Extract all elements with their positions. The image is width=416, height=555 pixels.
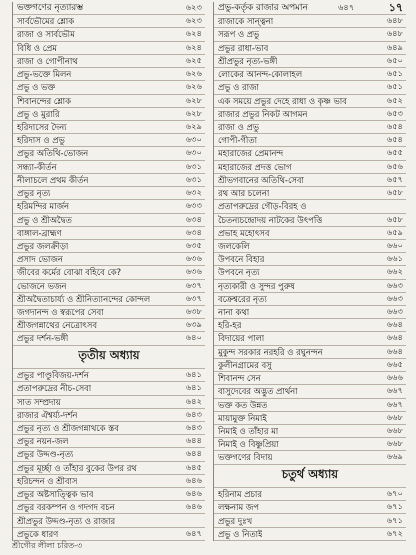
index-entry bbox=[13, 501, 205, 514]
entry-page-number: ৬৬১ bbox=[386, 254, 403, 264]
index-entry bbox=[214, 28, 406, 41]
entry-page-number: ৬৩৯ bbox=[185, 320, 202, 330]
entry-page-number: ৬৩৩ bbox=[185, 201, 202, 211]
index-entry bbox=[13, 396, 205, 409]
entry-title: বাঙ্গাল-ব্রাহ্মণ bbox=[17, 227, 62, 238]
index-entry bbox=[13, 134, 205, 147]
entry-title: মহারাজের প্রদত্ত ভোগ bbox=[218, 161, 292, 172]
index-entry bbox=[13, 227, 205, 240]
entry-title: চৈতন্যচন্দ্রোদয় নাটকের উৎপত্তি bbox=[218, 214, 323, 225]
index-entry bbox=[13, 306, 205, 319]
entry-title: প্রভুর দুঃখ bbox=[218, 515, 253, 526]
index-entry bbox=[13, 68, 205, 81]
entry-title: রাজার ঐশ্বর্য্য-দর্শন bbox=[17, 409, 78, 420]
index-entry bbox=[13, 319, 205, 332]
index-entry bbox=[13, 15, 205, 28]
entry-title: মুকুন্দ সরকার নরহরি ও রঘুনন্দন bbox=[218, 346, 323, 357]
entry-title: প্রভু ও নিতাই bbox=[218, 528, 263, 539]
entry-title: মায়ামুক্ত নিমাই bbox=[218, 412, 267, 423]
index-entry bbox=[13, 253, 205, 266]
entry-page-number: ৬৩৭ bbox=[185, 293, 202, 303]
index-entry bbox=[214, 81, 406, 94]
index-entry bbox=[214, 514, 406, 527]
entry-title: প্রভুকে ধারণ bbox=[17, 528, 59, 539]
entry-page-number: ৬২৪ bbox=[185, 42, 202, 52]
entry-page-number: ৬৪৬ bbox=[185, 502, 202, 512]
index-entry bbox=[13, 475, 205, 488]
entry-page-number: ৬৬৮ bbox=[386, 426, 403, 436]
entry-page-number: ৬৪৭ bbox=[185, 528, 202, 538]
index-columns bbox=[12, 2, 406, 541]
entry-title: প্রভুর দর্শন-ভঙ্গী bbox=[17, 333, 69, 344]
entry-title: শ্রীপ্রভুর নৃত্য-ভঙ্গী bbox=[218, 55, 278, 66]
entry-page-number: ৬৬৭ bbox=[386, 386, 403, 396]
entry-title: উপবনে নৃত্য bbox=[218, 267, 260, 278]
index-entry bbox=[13, 200, 205, 213]
index-entry bbox=[214, 2, 406, 15]
index-entry bbox=[214, 528, 406, 541]
entry-title: প্রভুর মূর্চ্ছা ও তাঁহার বুকের উপর রথ bbox=[17, 462, 137, 473]
index-entry bbox=[13, 462, 205, 475]
entry-title: সরূপ ও প্রভু bbox=[218, 29, 260, 40]
page-number: ১৭ bbox=[388, 2, 403, 15]
entry-page-number: ৬৫৫ bbox=[386, 148, 403, 158]
index-entry bbox=[214, 95, 406, 108]
index-entry bbox=[13, 369, 205, 382]
entry-page-number: ৬৩৪ bbox=[185, 214, 202, 224]
entry-page-number: ৬৫০ bbox=[386, 55, 403, 65]
entry-page-number: ৬২৩ bbox=[185, 16, 202, 26]
entry-page-number: ৬৬০ bbox=[386, 240, 403, 250]
entry-page-number: ৬৬৩ bbox=[386, 280, 403, 290]
entry-page-number: ৬৬৪ bbox=[386, 320, 403, 330]
entry-page-number: ৬৪৯ bbox=[386, 42, 403, 52]
entry-page-number: ৬৪৪ bbox=[185, 436, 202, 446]
index-entry bbox=[13, 147, 205, 160]
entry-page-number: ৬৩২ bbox=[185, 188, 202, 198]
entry-page-number: ৬৩১ bbox=[185, 174, 202, 184]
entry-title: রাজা ও প্রভু bbox=[218, 121, 259, 132]
entry-page-number: ৬২৫ bbox=[185, 55, 202, 65]
index-entry bbox=[214, 293, 406, 306]
entry-page-number: ৬৩৭ bbox=[185, 280, 202, 290]
entry-title: শিবানন্দের শ্লোক bbox=[17, 95, 71, 106]
index-entry bbox=[13, 81, 205, 94]
entry-title: লক্ষনাম জপ bbox=[218, 502, 259, 513]
entry-page-number: ৬৫৪ bbox=[386, 121, 403, 131]
index-entry bbox=[214, 15, 406, 28]
index-entry bbox=[13, 240, 205, 253]
index-entry bbox=[214, 346, 406, 359]
entry-page-number: ৬৩৫ bbox=[185, 240, 202, 250]
left-column bbox=[12, 2, 205, 541]
entry-title: বাসুদেবের অদ্ভুত প্রার্থনা bbox=[218, 386, 298, 397]
entry-title: সার্বভৌমের শ্লোক bbox=[17, 16, 75, 27]
entry-title: হরিদাসের দৈন্য bbox=[17, 121, 67, 132]
index-entry bbox=[214, 399, 406, 412]
index-entry bbox=[13, 422, 205, 435]
index-entry bbox=[214, 42, 406, 55]
entry-title: সন্ধ্যা-কীর্তন bbox=[17, 161, 57, 172]
entry-title: নৃত্যকারী ও সুন্দর পুরুষ bbox=[218, 280, 295, 291]
entry-title: শ্রীপ্রভুর উদ্দণ্ড-নৃত্য ও রাজার bbox=[17, 515, 116, 526]
entry-page-number: ৬২৪ bbox=[185, 29, 202, 39]
entry-page-number: ৬৬৯ bbox=[386, 452, 403, 462]
entry-page-number: ৬৪৬ bbox=[185, 489, 202, 499]
entry-title: ভোজনে ভজন bbox=[17, 280, 67, 291]
index-entry bbox=[13, 514, 205, 527]
entry-title: কুলীনগ্রামের বসু bbox=[218, 359, 272, 370]
index-entry bbox=[13, 174, 205, 187]
index-entry bbox=[214, 55, 406, 68]
entry-title: রাজার প্রভুর নিকট আগমন bbox=[218, 108, 308, 119]
entry-title: প্রভুর অতিথি-ভোজন bbox=[17, 148, 89, 159]
index-entry bbox=[214, 240, 406, 253]
entry-title: শ্রীঅদ্বৈতাচার্য্য ও শ্রীনিত্যানন্দের কোন্দল bbox=[17, 293, 151, 304]
entry-title: বিধি ও প্রেম bbox=[17, 42, 57, 53]
entry-title: রাজা ও সার্বভৌম bbox=[17, 29, 75, 40]
entry-page-number: ৬৪৮ bbox=[386, 29, 403, 39]
entry-page-number: ৬৭১ bbox=[386, 502, 403, 512]
entry-title: প্রভাহ মহোৎসব bbox=[218, 227, 270, 238]
index-entry bbox=[214, 438, 406, 451]
entry-title: জগদানন্দ ও স্বরূপের সেবা bbox=[17, 307, 104, 318]
entry-page-number: ৬৪৩ bbox=[185, 409, 202, 419]
entry-page-number: ৬৬৭ bbox=[386, 399, 403, 409]
index-entry bbox=[214, 174, 406, 187]
index-entry bbox=[214, 451, 406, 464]
entry-title: ভক্তগণের নৃত্যারম্ভ bbox=[17, 3, 84, 14]
index-entry bbox=[214, 385, 406, 398]
index-entry bbox=[214, 425, 406, 438]
entry-page-number: ৬৫৩ bbox=[386, 108, 403, 118]
entry-title: নিমাই ও বিষ্ণুপ্রিয়া bbox=[218, 439, 279, 450]
entry-page-number: ৬৪৩ bbox=[185, 422, 202, 432]
index-entry bbox=[214, 488, 406, 501]
entry-page-number: ৬৪৫ bbox=[185, 462, 202, 472]
entry-title: বক্রেশ্বরের নৃত্য bbox=[218, 293, 267, 304]
entry-title: প্রভুর নৃত্য ও শ্রীজগন্নাথকে স্তব bbox=[17, 422, 119, 433]
entry-page-number: ৬৫৮ bbox=[386, 214, 403, 224]
index-entry bbox=[214, 68, 406, 81]
entry-title: হরিমন্দির মার্জন bbox=[17, 201, 70, 212]
entry-title: প্রভুর অষ্টসাত্ত্বিক ভাব bbox=[17, 489, 94, 500]
page-footer: শ্রীগৌর লীলা চরিত-৩ bbox=[12, 541, 83, 550]
entry-page-number: ৬৩৮ bbox=[185, 307, 202, 317]
entry-page-number: ৬৬৮ bbox=[386, 412, 403, 422]
index-entry bbox=[13, 121, 205, 134]
entry-title: শ্রীজগন্নাথের নেত্রোৎসব bbox=[17, 320, 97, 331]
entry-page-number: ৬৫১ bbox=[386, 82, 403, 92]
entry-title: শিবানন্দ সেন bbox=[218, 373, 261, 384]
entry-page-number: ৬৪১ bbox=[185, 383, 202, 393]
entry-page-number: ৬৪৪ bbox=[185, 449, 202, 459]
entry-title: হরিদাস ও প্রভু bbox=[17, 135, 65, 146]
index-entry bbox=[13, 332, 205, 345]
index-entry bbox=[13, 95, 205, 108]
entry-title: শ্রীভগবানের অতিথি-সেবা bbox=[218, 174, 304, 185]
index-entry bbox=[13, 528, 205, 541]
entry-page-number: ৬৬৮ bbox=[386, 439, 403, 449]
entry-title: প্রভু ও মুরারি bbox=[17, 108, 60, 119]
entry-title: হরিনাম প্রচার bbox=[218, 489, 262, 500]
index-entry bbox=[214, 253, 406, 266]
index-entry bbox=[13, 42, 205, 55]
entry-page-number: ৬৫৭ bbox=[386, 174, 403, 184]
entry-page-number: ৬২৮ bbox=[185, 95, 202, 105]
entry-title: ভক্ত কত উন্নত bbox=[218, 399, 268, 410]
entry-page-number: ৬৫৯ bbox=[386, 227, 403, 237]
index-entry bbox=[214, 147, 406, 160]
entry-page-number: ৬৫৬ bbox=[386, 161, 403, 171]
entry-page-number: ৬৬৩ bbox=[386, 307, 403, 317]
index-entry bbox=[214, 306, 406, 319]
entry-title: প্রভুর উদ্দণ্ড-নৃত্য bbox=[17, 449, 74, 460]
entry-page-number: ৬৫২ bbox=[386, 95, 403, 105]
entry-title: প্রভুর বরকম্পন ও গদগদ বচন bbox=[17, 502, 115, 513]
index-entry bbox=[13, 448, 205, 461]
entry-title: প্রসাদ ভোজন bbox=[17, 254, 63, 265]
index-entry bbox=[214, 280, 406, 293]
entry-page-number: ৬২৬ bbox=[185, 69, 202, 79]
entry-page-number: ৬৭০ bbox=[386, 489, 403, 499]
entry-title: নীলাচলে প্রথম কীর্তন bbox=[17, 174, 89, 185]
index-entry bbox=[214, 332, 406, 345]
index-entry bbox=[214, 214, 406, 227]
entry-page-number: ৬৬২ bbox=[386, 267, 403, 277]
entry-page-number: ৬৫৮ bbox=[386, 188, 403, 198]
entry-title: বিদায়ের পালা bbox=[218, 333, 265, 344]
index-entry bbox=[214, 501, 406, 514]
entry-page-number: ৬৪০ bbox=[185, 333, 202, 343]
entry-page-number: ৬৪৬ bbox=[185, 475, 202, 485]
entry-title: রাজাকে সান্ত্বনা bbox=[218, 16, 274, 27]
entry-page-number: ৬২৯ bbox=[185, 121, 202, 131]
index-entry bbox=[13, 187, 205, 200]
entry-page-number: ৬৩০ bbox=[185, 135, 202, 145]
entry-page-number: ৬৩১ bbox=[185, 161, 202, 171]
index-entry bbox=[13, 161, 205, 174]
entry-title: গোপী-গীতা bbox=[218, 135, 258, 146]
entry-page-number: ৬২৬ bbox=[185, 82, 202, 92]
entry-title: প্রভুর নয়ন-জল bbox=[17, 436, 69, 447]
entry-title: প্রভু-ভক্তে মিলন bbox=[17, 69, 72, 80]
index-entry bbox=[214, 187, 406, 200]
entry-title: রথ আর চলেনা bbox=[218, 188, 270, 199]
entry-page-number: ৬৩৬ bbox=[185, 254, 202, 264]
right-column bbox=[213, 2, 406, 541]
entry-title: প্রভুর নৃত্য bbox=[17, 188, 51, 199]
index-entry bbox=[214, 412, 406, 425]
index-entry bbox=[214, 121, 406, 134]
index-entry bbox=[214, 161, 406, 174]
entry-title: রাজা ও গোপীনাথ bbox=[17, 55, 78, 66]
index-entry bbox=[214, 319, 406, 332]
entry-page-number: ৬৬৩ bbox=[386, 293, 403, 303]
index-entry bbox=[214, 134, 406, 147]
entry-title: জীবের কর্মের বোঝা বহিবে কে? bbox=[17, 267, 122, 278]
index-entry bbox=[13, 2, 205, 15]
entry-title: হরি-হর bbox=[218, 320, 242, 331]
index-entry bbox=[214, 108, 406, 121]
index-entry bbox=[13, 214, 205, 227]
index-entry bbox=[13, 382, 205, 395]
index-entry bbox=[13, 266, 205, 279]
index-entry bbox=[13, 435, 205, 448]
entry-title: হরিচন্দন ও শ্রীবাস bbox=[17, 475, 78, 486]
entry-page-number: ৬৭২ bbox=[386, 528, 403, 538]
entry-title: প্রভুর পাণ্ডুবিজয়-দর্শন bbox=[17, 370, 89, 381]
index-entry bbox=[13, 293, 205, 306]
entry-page-number: ৬৭১ bbox=[386, 515, 403, 525]
entry-page-number: ৬৪১ bbox=[185, 370, 202, 380]
entry-page-number: ৬৬৪ bbox=[386, 333, 403, 343]
index-entry bbox=[13, 108, 205, 121]
entry-title: উপবনে বিহার bbox=[218, 254, 265, 265]
entry-title: মহারাজের প্রেমানন্দ bbox=[218, 148, 284, 159]
entry-title: প্রভু ও শ্রীঅদ্বৈত bbox=[17, 214, 72, 225]
entry-page-number: ৬৪৭ bbox=[338, 3, 355, 13]
chapter-heading: তৃতীয় অধ্যায় bbox=[13, 346, 205, 369]
chapter-heading: চতুর্থ অধ্যায় bbox=[214, 465, 406, 488]
index-entry bbox=[214, 266, 406, 279]
entry-page-number: ৬৫১ bbox=[386, 69, 403, 79]
entry-page-number: ৬৫৪ bbox=[386, 135, 403, 145]
entry-title: প্রভু ও রাজা bbox=[218, 82, 259, 93]
entry-page-number: ৬৬৬ bbox=[386, 373, 403, 383]
entry-title: লোকের আনন্দ-কোলাহল bbox=[218, 69, 303, 80]
entry-title: জলকেলি bbox=[218, 240, 250, 251]
index-entry bbox=[214, 372, 406, 385]
index-entry bbox=[13, 28, 205, 41]
entry-page-number: ৬৪৮ bbox=[386, 16, 403, 26]
entry-title: সাত সম্প্রদায় bbox=[17, 396, 61, 407]
entry-page-number: ৬৩০ bbox=[185, 148, 202, 158]
entry-title: নিমাই ও তাঁহার মা bbox=[218, 426, 279, 437]
entry-title: প্রতাপরুদ্রের গৌড়-বিরহ ও bbox=[218, 201, 307, 212]
entry-title: ভক্তগণের বিদায় bbox=[218, 452, 273, 463]
index-entry bbox=[214, 200, 406, 213]
index-entry bbox=[13, 280, 205, 293]
index-entry bbox=[214, 227, 406, 240]
entry-page-number: ৬৬৫ bbox=[386, 359, 403, 369]
entry-title: প্রভু-কর্তৃক রাজার অপমান bbox=[218, 3, 308, 14]
index-entry bbox=[214, 359, 406, 372]
entry-title: এক সময়ে প্রভুর দেহে রাধা ও কৃষ্ণ ভাব bbox=[218, 95, 347, 106]
entry-page-number: ৬২৮ bbox=[185, 108, 202, 118]
entry-title: প্রতাপরুদ্রের নীচ-সেবা bbox=[17, 383, 92, 394]
index-entry bbox=[13, 488, 205, 501]
entry-page-number: ৬৩৪ bbox=[185, 227, 202, 237]
index-entry bbox=[13, 409, 205, 422]
entry-page-number: ৬৬৪ bbox=[386, 346, 403, 356]
entry-page-number: ৬৪২ bbox=[185, 396, 202, 406]
index-entry bbox=[13, 55, 205, 68]
entry-title: প্রভুর জলক্রীড়া bbox=[17, 240, 69, 251]
entry-title: প্রভু ও ভক্ত bbox=[17, 82, 56, 93]
entry-page-number: ৬২৩ bbox=[185, 3, 202, 13]
entry-title: প্রভুর রাধা-ভাব bbox=[218, 42, 269, 53]
entry-page-number: ৬৩৬ bbox=[185, 267, 202, 277]
entry-title: নানা কথা bbox=[218, 307, 250, 318]
